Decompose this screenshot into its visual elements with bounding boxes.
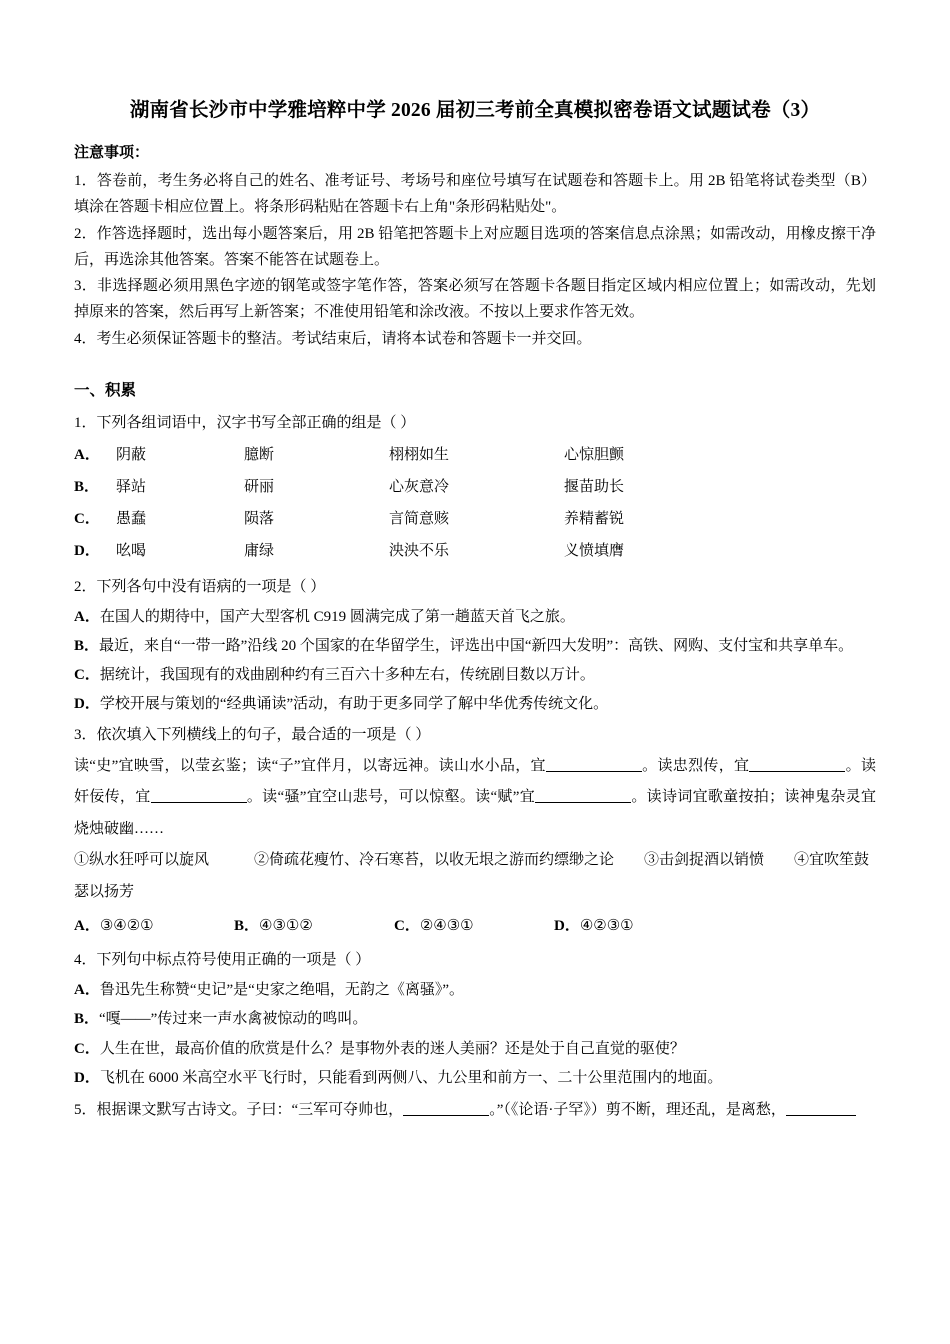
question-2-option-d (74, 690, 876, 719)
fill-blank[interactable] (151, 802, 247, 803)
option-label: D． (554, 918, 580, 935)
option-label: B． (74, 478, 100, 495)
option-label: C． (394, 918, 420, 935)
fill-blank[interactable] (749, 771, 845, 772)
option-cell: 心惊胆颤 (564, 446, 625, 463)
question-3-number: 3． (74, 726, 97, 743)
option-cell: 研丽 (244, 478, 275, 495)
option-text: 据统计，我国现有的戏曲剧种约有三百六十多种左右，传统剧目数以万计。 (99, 667, 595, 684)
notice-heading: 注意事项： (74, 145, 150, 162)
option-text: ④③①② (259, 918, 313, 935)
question-4-stem (74, 947, 876, 974)
question-4-number: 4． (74, 952, 97, 969)
notice-item: 2．作答选择题时，选出每小题答案后，用 2B 铅笔把答题卡上对应题目选项的答案信息点涂黑；如需改动，用橡皮擦干净后，再选涂其他答案。答案不能答在试题卷上。 (74, 225, 876, 268)
option-label: C． (74, 667, 100, 684)
option-text: ②④③① (419, 918, 474, 935)
option-cell: 栩栩如生 (389, 446, 450, 463)
fill-blank[interactable] (546, 771, 642, 772)
question-4-option-a (74, 976, 876, 1005)
passage-part-2: 。读忠烈传，宜 (641, 757, 750, 774)
question-2-option-a (74, 603, 876, 632)
table-row (74, 535, 876, 567)
option-text: ④②③① (579, 918, 634, 935)
option-label: D． (74, 543, 100, 560)
option-cell: 庸绿 (244, 543, 275, 560)
notice-list (74, 169, 876, 353)
question-1-number: 1． (74, 414, 97, 431)
question-2-text: 下列各句中没有语病的一项是（ ） (96, 578, 326, 595)
question-3-answers (74, 910, 876, 943)
question-3-stem (74, 722, 876, 749)
answer-option-a (74, 910, 234, 943)
question-3-passage (74, 751, 876, 846)
question-5-text-prefix: 根据课文默写古诗文。子曰：“三军可夺帅也， (96, 1102, 404, 1119)
passage-part-4: 。读“骚”宜空山悲号，可以惊壑。读“赋”宜 (246, 789, 536, 806)
answer-option-c (394, 910, 554, 943)
option-cell: 吆喝 (116, 543, 147, 560)
passage-part-5: 。读诗词宜歌童按拍；读神鬼杂灵宜烧烛破幽…… (74, 789, 876, 837)
question-4-option-b (74, 1005, 876, 1034)
question-4-option-d (74, 1064, 876, 1093)
question-5-stem (74, 1097, 876, 1124)
question-1-text: 下列各组词语中，汉字书写全部正确的组是（ ） (96, 414, 416, 431)
option-cell: 驿站 (116, 478, 147, 495)
fill-blank[interactable] (535, 802, 631, 803)
option-cell: 言简意赅 (389, 511, 450, 528)
option-label: D． (74, 1069, 100, 1086)
question-2-option-c (74, 661, 876, 690)
option-cell: 泱泱不乐 (389, 543, 450, 560)
notice-item: 3．非选择题必须用黑色字迹的钢笔或签字笔作答，答案必须写在答题卡各题目指定区域内相应位置上；如需改动，先划掉原来的答案，然后再写上新答案；不准使用铅笔和涂改液。不按以上要求作答无效。 (74, 278, 876, 321)
table-row (74, 503, 876, 535)
option-cell: 心灰意冷 (389, 478, 450, 495)
option-label: A． (74, 608, 100, 625)
question-3-items: ①纵水狂呼可以旋风 ②倚疏花瘦竹、冷石寒苔，以收无垠之游而约缥缈之论 ③击剑捉酒以销愤 ④宜吹笙鼓瑟以扬芳 (74, 852, 870, 900)
option-text: 飞机在 6000 米高空水平飞行时，只能看到两侧八、九公里和前方一、二十公里范围内的地面。 (99, 1069, 723, 1086)
question-5-text-mid: 。”（《论语·子罕》）剪不断，理还乱，是离愁， (489, 1102, 786, 1119)
option-text: 学校开展与策划的“经典诵读”活动，有助于更多同学了解中华优秀传统文化。 (99, 696, 609, 713)
question-1-stem (74, 410, 876, 437)
option-label: C． (74, 511, 100, 528)
option-cell: 陨落 (244, 511, 275, 528)
option-text: ③④②① (99, 918, 154, 935)
page-title: 湖南省长沙市中学雅培粹中学 2026 届初三考前全真模拟密卷语文试题试卷（3） (129, 100, 821, 121)
option-label: D． (74, 696, 100, 713)
option-label: C． (74, 1040, 100, 1057)
question-3-text: 依次填入下列横线上的句子，最合适的一项是（ ） (96, 726, 431, 743)
option-cell: 揠苗助长 (564, 478, 625, 495)
notice-item: 1．答卷前，考生务必将自己的姓名、准考证号、考场号和座位号填写在试题卷和答题卡上。用 2B 铅笔将试卷类型（B）填涂在答题卡相应位置上。将条形码粘贴在答题卡右上角"条形码粘贴处"。 (74, 173, 876, 216)
option-label: A． (74, 982, 100, 999)
fill-blank[interactable] (403, 1115, 489, 1116)
option-text: 最近，来自“一带一路”沿线 20 个国家的在华留学生，评选出中国“新四大发明”：高铁、网购、支付宝和共享单车。 (99, 637, 854, 654)
option-cell: 臆断 (244, 446, 275, 463)
option-text: 在国人的期待中，国产大型客机 C919 圆满完成了第一趟蓝天首飞之旅。 (99, 608, 575, 625)
answer-option-b (234, 910, 394, 943)
question-5-number: 5． (74, 1102, 97, 1119)
question-4-option-c (74, 1035, 876, 1064)
option-cell: 愚蠢 (116, 511, 147, 528)
question-2-stem (74, 574, 876, 601)
question-2-number: 2． (74, 578, 97, 595)
passage-part-1: 读“史”宜映雪，以莹玄鉴；读“子”宜伴月，以寄远神。读山水小品，宜 (74, 757, 546, 774)
notice-item: 4．考生必须保证答题卡的整洁。考试结束后，请将本试卷和答题卡一并交回。 (74, 331, 592, 348)
table-row (74, 471, 876, 503)
option-text: 人生在世，最高价值的欣赏是什么？是事物外表的迷人美丽？还是处于自己直觉的驱使？ (99, 1040, 685, 1057)
question-2-option-b (74, 632, 876, 661)
question-1-options-table (74, 439, 876, 568)
question-4-text: 下列句中标点符号使用正确的一项是（ ） (96, 952, 371, 969)
option-cell: 养精蓄锐 (564, 511, 625, 528)
option-label: A． (74, 918, 100, 935)
option-text: 鲁迅先生称赞“史记”是“史家之绝唱，无韵之《离骚》”。 (99, 982, 464, 999)
option-cell: 阴蔽 (116, 446, 147, 463)
option-label: A． (74, 446, 100, 463)
answer-option-d (554, 910, 714, 943)
passage-part-3: 。读奸佞传，宜 (74, 757, 876, 806)
section-heading: 一、积累 (74, 381, 137, 399)
option-label: B． (74, 637, 100, 654)
option-label: B． (74, 1011, 100, 1028)
option-label: B． (234, 918, 260, 935)
option-cell: 义愤填膺 (564, 543, 625, 560)
table-row (74, 439, 876, 471)
option-text: “嘎——”传过来一声水禽被惊动的鸣叫。 (99, 1011, 368, 1028)
fill-blank[interactable] (786, 1115, 856, 1116)
